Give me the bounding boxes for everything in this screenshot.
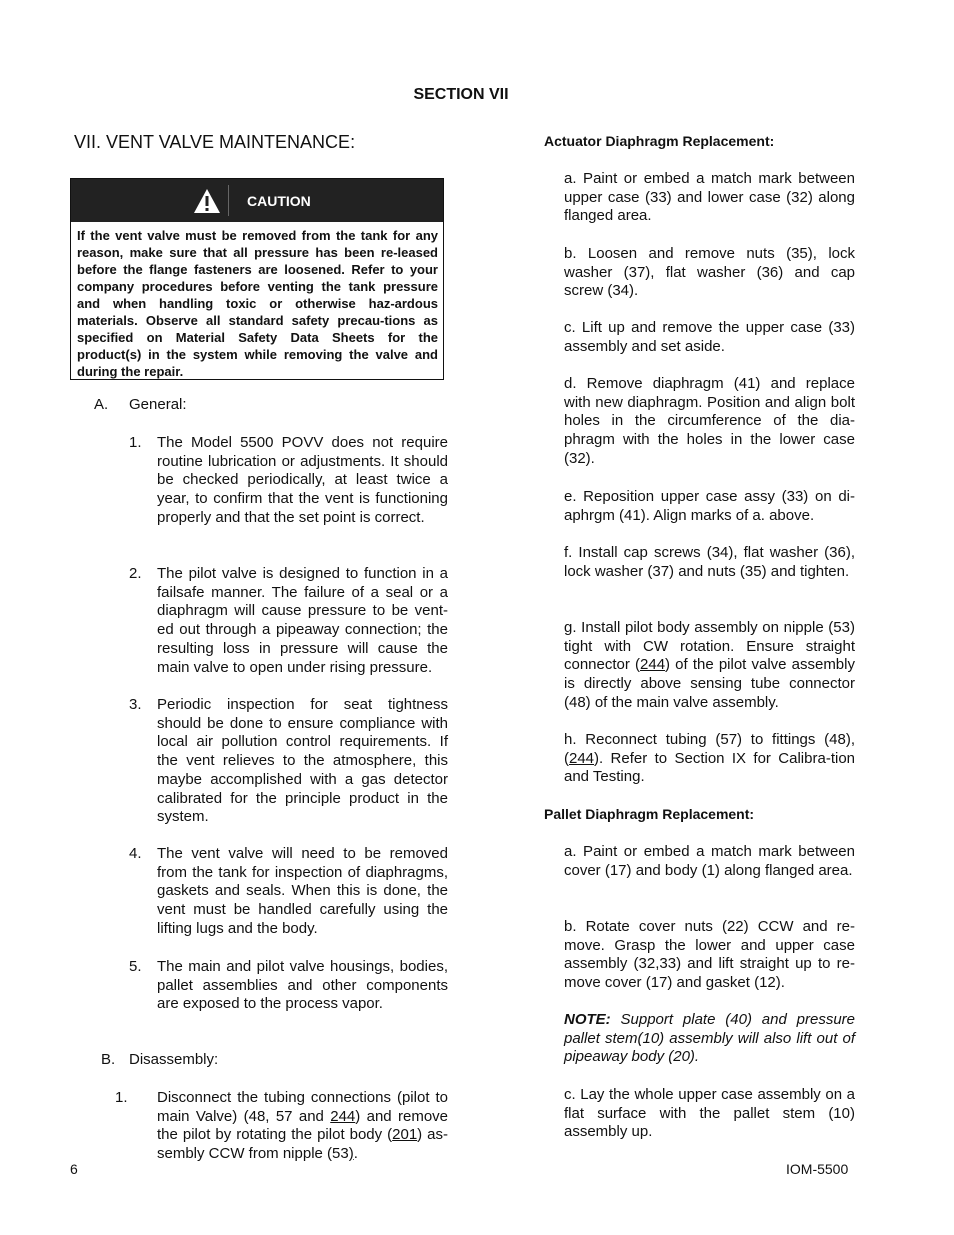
caution-text: If the vent valve must be removed from the tank for any reason, make sure that all pressure has been re-leased before the flange fasteners are loosened. Refer to your company procedures before venting the tank pressure and when handling toxic or otherwise haz-ardous materials. Observe all standard safety precau-tions as specified on Material Safety Data Sheets for the product(s) in the system while removing the valve and during the repair. (77, 228, 438, 379)
actuator-step-e: e. Reposition upper case assy (33) on di-aphrgm (41). Align marks of a. above. (564, 488, 855, 524)
general-heading: General: (129, 396, 187, 413)
page-number: 6 (70, 1161, 78, 1177)
actuator-step-g: g. Install pilot body assembly on nipple (53) tight with CW rotation. Ensure straight connector (244) of the pilot valve assembly is directly above sensing tube connector (48) of the main valve assembly. (564, 619, 855, 711)
general-item-4-num: 4. (129, 845, 142, 862)
general-item-2-text: The pilot valve is designed to function in a failsafe manner. The failure of a seal or a diaphragm will cause pressure to be vent-ed out through a pipeaway connection; the resulting loss in pressure will cause the main valve to open under rising pressure. (157, 565, 448, 676)
pallet-heading: Pallet Diaphragm Replacement: (544, 806, 755, 822)
actuator-step-a: a. Paint or embed a match mark between upper case (33) and lower case (32) along flanged area. (564, 170, 855, 225)
note-label: NOTE: (564, 1011, 611, 1028)
disassembly-item-1-num: 1. (115, 1089, 128, 1106)
actuator-step-h: h. Reconnect tubing (57) to fittings (48),(244). Refer to Section IX for Calibra-tion and Testing. (564, 731, 855, 786)
general-letter: A. (94, 396, 109, 413)
general-item-5-text: The main and pilot valve housings, bodies, pallet assemblies and other components are exposed to the process vapor. (157, 958, 448, 1013)
disassembly-heading: Disassembly: (129, 1051, 219, 1068)
caution-divider (228, 185, 229, 216)
actuator-step-c: c. Lift up and remove the upper case (33) assembly and set aside. (564, 319, 855, 355)
note-text: Support plate (40) and pressure pallet stem(10) assembly will also lift out of pipeaway body (20). (564, 1011, 855, 1066)
disassembly-letter: B. (101, 1051, 116, 1068)
general-item-3-num: 3. (129, 696, 142, 713)
maintenance-title: VII. VENT VALVE MAINTENANCE: (74, 132, 356, 152)
disassembly-item-1-text: Disconnect the tubing connections (pilot to main Valve) (48, 57 and 244) and remove the pilot by rotating the pilot body (201) as-sembly CCW from nipple (53). (157, 1089, 449, 1163)
general-item-5-num: 5. (129, 958, 142, 975)
actuator-step-f: f. Install cap screws (34), flat washer (36), lock washer (37) and nuts (35) and tighten. (564, 544, 855, 580)
pallet-note (564, 1011, 855, 1067)
general-item-2-num: 2. (129, 565, 142, 582)
general-item-4-text: The vent valve will need to be removed from the tank for inspection of diaphragms, gaskets and seals. When this is done, the vent must be handled carefully using the lifting lugs and the body. (157, 845, 448, 937)
pallet-step-a: a. Paint or embed a match mark between cover (17) and body (1) along flanged area. (564, 843, 855, 879)
actuator-step-d: d. Remove diaphragm (41) and replace with new diaphragm. Position and align bolt holes in the circumference of the dia-phragm with the holes in the lower case (32). (564, 375, 855, 467)
caution-header (71, 179, 443, 222)
general-item-1-num: 1. (129, 434, 142, 451)
section-title: SECTION VII (413, 86, 509, 103)
document-id: IOM-5500 (786, 1161, 849, 1177)
actuator-step-b: b. Loosen and remove nuts (35), lock washer (37), flat washer (36) and cap screw (34). (564, 245, 855, 300)
caution-box (70, 178, 444, 380)
caution-label: CAUTION (247, 193, 311, 209)
pallet-step-b: b. Rotate cover nuts (22) CCW and re-move. Grasp the lower and upper case assembly (32,33) and lift straight up to re-move cover (17) and gasket (12). (564, 918, 855, 992)
actuator-heading: Actuator Diaphragm Replacement: (544, 133, 775, 149)
general-item-1-text: The Model 5500 POVV does not require routine lubrication or adjustments. It should be checked periodically, at least twice a year, to confirm that the vent is functioning properly and that the set point is correct. (157, 434, 448, 526)
warning-icon (193, 188, 221, 214)
pallet-step-c: c. Lay the whole upper case assembly on a flat surface with the pallet stem (10) assembly up. (564, 1086, 855, 1141)
general-item-3-text: Periodic inspection for seat tightness should be done to ensure compliance with local air pollution control requirements. If the vent relieves to the atmosphere, this maybe accomplished with a gas detector calibrated for the principle product in the system. (157, 696, 448, 826)
